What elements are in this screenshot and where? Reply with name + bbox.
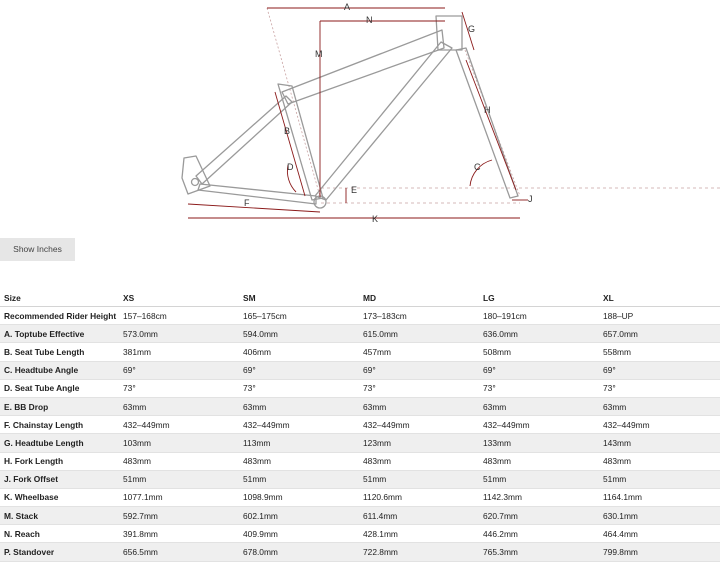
table-cell: 1120.6mm: [359, 488, 479, 506]
row-label: M. Stack: [0, 507, 119, 525]
table-cell: 69°: [119, 361, 239, 379]
row-label: Recommended Rider Height: [0, 307, 119, 325]
table-row: [0, 343, 720, 361]
table-cell: 594.0mm: [239, 325, 359, 343]
table-cell: 722.8mm: [359, 543, 479, 561]
table-cell: 678.0mm: [239, 543, 359, 561]
label-f: F: [244, 198, 250, 208]
table-header-row: [0, 290, 720, 307]
table-cell: 51mm: [479, 470, 599, 488]
table-row: [0, 507, 720, 525]
table-row: [0, 416, 720, 434]
table-cell: 483mm: [119, 452, 239, 470]
label-b: B: [284, 126, 291, 136]
row-label: C. Headtube Angle: [0, 361, 119, 379]
geometry-table: [0, 290, 720, 562]
table-row: [0, 307, 720, 325]
row-label: P. Standover: [0, 543, 119, 561]
table-cell: 63mm: [359, 397, 479, 415]
table-cell: 592.7mm: [119, 507, 239, 525]
label-a: A: [344, 2, 351, 12]
table-row: [0, 488, 720, 506]
table-cell: 133mm: [479, 434, 599, 452]
table-cell: 428.1mm: [359, 525, 479, 543]
table-cell: 799.8mm: [599, 543, 720, 561]
table-cell: 391.8mm: [119, 525, 239, 543]
row-label: J. Fork Offset: [0, 470, 119, 488]
table-cell: 73°: [599, 379, 720, 397]
row-label: D. Seat Tube Angle: [0, 379, 119, 397]
fork: [456, 48, 518, 198]
table-cell: 483mm: [359, 452, 479, 470]
table-row: [0, 379, 720, 397]
chain-stay: [198, 184, 316, 204]
table-cell: 620.7mm: [479, 507, 599, 525]
table-cell: 73°: [359, 379, 479, 397]
table-cell: 657.0mm: [599, 325, 720, 343]
table-cell: 63mm: [239, 397, 359, 415]
table-cell: 483mm: [239, 452, 359, 470]
table-cell: 432–449mm: [119, 416, 239, 434]
table-cell: 464.4mm: [599, 525, 720, 543]
table-cell: 406mm: [239, 343, 359, 361]
table-cell: 143mm: [599, 434, 720, 452]
table-row: [0, 543, 720, 561]
table-cell: 615.0mm: [359, 325, 479, 343]
table-row: [0, 361, 720, 379]
table-cell: 409.9mm: [239, 525, 359, 543]
table-cell: 508mm: [479, 343, 599, 361]
header-size: Size: [0, 290, 119, 307]
label-h: H: [484, 105, 491, 115]
table-cell: 63mm: [119, 397, 239, 415]
header-lg: LG: [479, 290, 599, 307]
table-cell: 573.0mm: [119, 325, 239, 343]
dimension-labels: [244, 2, 533, 224]
row-label: F. Chainstay Length: [0, 416, 119, 434]
table-cell: 103mm: [119, 434, 239, 452]
seat-stay: [196, 96, 292, 184]
table-row: [0, 470, 720, 488]
table-cell: 73°: [479, 379, 599, 397]
table-cell: 432–449mm: [479, 416, 599, 434]
table-cell: 69°: [599, 361, 720, 379]
table-cell: 63mm: [479, 397, 599, 415]
row-label: N. Reach: [0, 525, 119, 543]
label-j: J: [528, 194, 533, 204]
label-m: M: [315, 49, 323, 59]
row-label: G. Headtube Length: [0, 434, 119, 452]
table-cell: 69°: [479, 361, 599, 379]
table-cell: 73°: [239, 379, 359, 397]
table-cell: 432–449mm: [359, 416, 479, 434]
table-cell: 69°: [359, 361, 479, 379]
table-cell: 157–168cm: [119, 307, 239, 325]
row-label: B. Seat Tube Length: [0, 343, 119, 361]
table-cell: 432–449mm: [599, 416, 720, 434]
label-d: D: [287, 162, 294, 172]
label-c: C: [474, 162, 481, 172]
table-row: [0, 452, 720, 470]
rear-dropout: [182, 156, 210, 194]
show-inches-button[interactable]: Show Inches: [0, 238, 75, 261]
header-xl: XL: [599, 290, 720, 307]
dim-b: [275, 92, 305, 196]
table-cell: 1077.1mm: [119, 488, 239, 506]
table-cell: 602.1mm: [239, 507, 359, 525]
table-cell: 1098.9mm: [239, 488, 359, 506]
row-label: K. Wheelbase: [0, 488, 119, 506]
table-cell: 173–183cm: [359, 307, 479, 325]
label-g: G: [468, 24, 476, 34]
table-cell: 51mm: [359, 470, 479, 488]
table-cell: 656.5mm: [119, 543, 239, 561]
table-cell: 1142.3mm: [479, 488, 599, 506]
bike-frame: [182, 16, 518, 208]
label-e: E: [351, 185, 358, 195]
row-label: A. Toptube Effective: [0, 325, 119, 343]
table-row: [0, 397, 720, 415]
label-n: N: [366, 15, 373, 25]
table-cell: 113mm: [239, 434, 359, 452]
header-xs: XS: [119, 290, 239, 307]
table-cell: 483mm: [599, 452, 720, 470]
top-tube: [282, 30, 444, 104]
table-cell: 51mm: [599, 470, 720, 488]
header-sm: SM: [239, 290, 359, 307]
table-row: [0, 525, 720, 543]
table-cell: 63mm: [599, 397, 720, 415]
table-cell: 51mm: [239, 470, 359, 488]
guide-lines: [267, 8, 720, 203]
header-md: MD: [359, 290, 479, 307]
table-cell: 381mm: [119, 343, 239, 361]
row-label: H. Fork Length: [0, 452, 119, 470]
down-tube: [315, 42, 452, 200]
table-cell: 188–UP: [599, 307, 720, 325]
table-cell: 558mm: [599, 343, 720, 361]
table-cell: 165–175cm: [239, 307, 359, 325]
table-cell: 432–449mm: [239, 416, 359, 434]
table-row: [0, 325, 720, 343]
table-cell: 51mm: [119, 470, 239, 488]
row-label: E. BB Drop: [0, 397, 119, 415]
frame-geometry-diagram: [0, 0, 720, 232]
table-cell: 483mm: [479, 452, 599, 470]
table-cell: 180–191cm: [479, 307, 599, 325]
dimension-lines: [188, 8, 528, 218]
table-cell: 69°: [239, 361, 359, 379]
table-cell: 765.3mm: [479, 543, 599, 561]
table-row: [0, 434, 720, 452]
table-cell: 611.4mm: [359, 507, 479, 525]
table-cell: 123mm: [359, 434, 479, 452]
table-cell: 73°: [119, 379, 239, 397]
table-cell: 446.2mm: [479, 525, 599, 543]
table-cell: 1164.1mm: [599, 488, 720, 506]
table-cell: 457mm: [359, 343, 479, 361]
table-cell: 630.1mm: [599, 507, 720, 525]
table-cell: 636.0mm: [479, 325, 599, 343]
dim-f: [188, 204, 320, 212]
label-k: K: [372, 214, 379, 224]
